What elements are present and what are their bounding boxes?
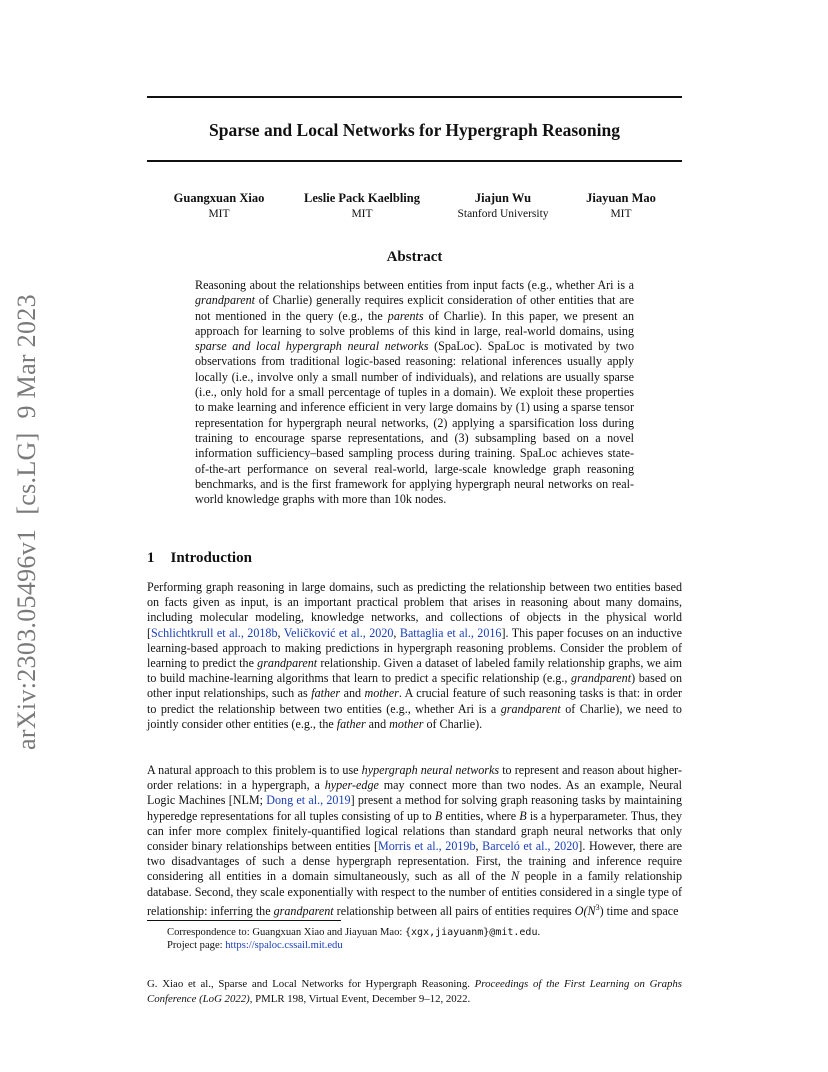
text-run: ]. However, there are two disadvantages of such a dense hypergraph representation. First, the training and inference require considering all entities in a domain simultaneously, such as all of the <box>147 839 682 884</box>
citation-link[interactable]: Veličković et al., 2020 <box>283 625 394 640</box>
text-run: and <box>340 686 365 701</box>
text-run: , <box>393 625 400 640</box>
text-run: ) based on other input relationships, such as <box>147 671 682 701</box>
author-name: Leslie Pack Kaelbling <box>304 191 420 205</box>
text-run: entities, where <box>442 808 520 823</box>
abstract-run: of Charlie) generally requires explicit consideration of other entities that are not mentioned in the query (e.g., the <box>195 293 634 323</box>
emphasis: Proceedings of the First Learning on Graphs Conference (LoG 2022) <box>147 978 682 1005</box>
abstract-emphasis: sparse and local hypergraph neural networks <box>195 339 429 354</box>
text-run: time and space <box>603 903 679 918</box>
arxiv-date: 9 Mar 2023 <box>12 294 41 419</box>
footnote-label: . <box>537 927 541 938</box>
abstract-emphasis: parents <box>387 308 424 323</box>
text-run: and <box>365 716 390 731</box>
math-symbol: B <box>519 808 527 823</box>
citation-link[interactable]: Barceló et al., 2020 <box>482 839 579 854</box>
intro-paragraph-2 <box>147 763 682 919</box>
author-name: Jiayuan Mao <box>586 191 656 205</box>
title-top-rule <box>147 96 682 98</box>
text-run: , <box>475 839 483 854</box>
author-block <box>448 190 558 222</box>
math-expression: O(N <box>574 903 596 918</box>
venue-line <box>147 977 682 1006</box>
text-run: , PMLR 198, Virtual Event, December 9–12, 2022. <box>249 992 471 1005</box>
author-block <box>572 190 670 222</box>
math-expression: ) <box>599 903 604 918</box>
emphasis: grandparent <box>571 671 632 686</box>
abstract-emphasis: grandparent <box>195 293 256 308</box>
footnote-label: Project page: <box>167 940 226 951</box>
footnote-rule <box>147 920 341 921</box>
section-heading <box>147 550 252 567</box>
arxiv-id: arXiv:2303.05496v1 <box>12 528 41 750</box>
citation-link[interactable]: Schlichtkrull et al., 2018b <box>151 625 278 640</box>
author-affiliation: MIT <box>610 208 632 220</box>
author-block <box>290 190 434 222</box>
text-run: A natural approach to this problem is to use <box>147 763 362 777</box>
text-run: ]. This paper focuses on an inductive learning-based approach to making predictions in hypergraph reasoning problems. Consider the problem of learning to predict the <box>147 625 682 671</box>
text-run: Performing graph reasoning in large domains, such as predicting the relationship between two entities based on facts given as input, is an important practical problem that arises in reasoning about many domains, including molecular modeling, knowledge networks, and collections of objects in the physical world [ <box>147 580 682 640</box>
math-superscript: 3 <box>595 902 600 912</box>
author-block <box>160 190 278 222</box>
text-run: relationship. Given a dataset of labeled family relationship graphs, we aim to build machine-learning algorithms that learn to predict a specific relationship (e.g., <box>147 656 682 686</box>
text-run: to represent and reason about higher-order relations: in a hypergraph, a <box>147 763 682 793</box>
emphasis: mother <box>364 686 399 701</box>
arxiv-category: [cs.LG] <box>12 432 41 515</box>
text-run: relationship between all pairs of entities requires <box>333 903 575 918</box>
section-number: 1 <box>147 550 155 566</box>
text-run: is a hyperparameter. Thus, they can infer more complex finitely-quantified logical relations than standard graph neural networks that only consider binary relationships between entities [ <box>147 808 682 854</box>
intro-paragraph-1 <box>147 580 682 732</box>
abstract-heading: Abstract <box>386 249 443 265</box>
emphasis: mother <box>389 716 424 731</box>
abstract-text <box>195 278 634 507</box>
text-run: G. Xiao et al., Sparse and Local Networks for Hypergraph Reasoning. <box>147 978 475 990</box>
emphasis: grandparent <box>257 656 318 671</box>
emphasis: father <box>336 716 366 731</box>
author-name: Jiajun Wu <box>474 191 532 205</box>
text-run: may connect more than two nodes. As an example, Neural Logic Machines [NLM; <box>147 778 682 808</box>
text-run: ] present a method for solving graph reasoning tasks by maintaining hyperedge representations for all tuples consisting of up to <box>147 793 683 823</box>
footnote-correspondence <box>167 926 682 940</box>
text-run: of Charlie). <box>423 716 483 731</box>
email-address: {xgx,jiayuanm}@mit.edu <box>405 927 538 938</box>
text-run: . A crucial feature of such reasoning tasks is that: in order to predict the relationship between two entities (e.g., whether Ari is a <box>147 686 682 716</box>
text-run: of Charlie), we need to jointly consider other entities (e.g., the <box>147 701 682 731</box>
abstract-run: Reasoning about the relationships between entities from input facts (e.g., whether Ari is a <box>195 278 634 292</box>
author-affiliation: MIT <box>208 208 230 220</box>
text-run: , <box>277 625 284 640</box>
footnote-label: Correspondence to: Guangxuan Xiao and Jiayuan Mao: <box>167 927 406 938</box>
math-symbol: N <box>511 869 520 884</box>
citation-link[interactable]: Morris et al., 2019b <box>378 839 476 854</box>
author-affiliation: Stanford University <box>457 208 549 220</box>
emphasis: grandparent <box>500 701 561 716</box>
emphasis: grandparent <box>273 903 334 918</box>
author-affiliation: MIT <box>351 208 373 220</box>
text-run: people in a family relationship database. Second, they scale exponentially with respect to the number of entities considered in a single type of relationship: inferring the <box>147 869 682 918</box>
arxiv-side-stamp <box>12 190 52 750</box>
footnote-project-page <box>167 939 682 953</box>
project-page-link[interactable]: https://spaloc.cssail.mit.edu <box>225 940 343 951</box>
emphasis: father <box>311 686 341 701</box>
citation-link[interactable]: Battaglia et al., 2016 <box>399 625 502 640</box>
abstract-run: of Charlie). In this paper, we present an approach for learning to solve problems of this kind in large, real-world domains, using <box>195 308 634 338</box>
abstract-run: (SpaLoc). SpaLoc is motivated by two observations from traditional logic-based reasoning: relational inferences usually apply locally (i.e., involve only a small number of individuals), and relations are usually sparse (i.e., only hold for a small percentage of tuples in a domain). We exploit these properties to make learning and inference efficient in very large domains by (1) using a sparse tensor representation for hypergraph neural networks, (2) applying a sparsification loss during training to encourage sparse representations, and (3) subsampling based on a novel information sufficiency–based sampling process during training. SpaLoc achieves state-of-the-art performance on several real-world, large-scale knowledge graph reasoning benchmarks, and is the first framework for applying hypergraph neural networks on real-world knowledge graphs with more than 10k nodes. <box>195 339 634 507</box>
paper-title: Sparse and Local Networks for Hypergraph Reasoning <box>209 120 620 140</box>
author-name: Guangxuan Xiao <box>173 191 265 205</box>
section-title: Introduction <box>170 550 252 566</box>
emphasis: hypergraph neural networks <box>361 763 500 777</box>
math-symbol: B <box>434 808 443 823</box>
citation-link[interactable]: Dong et al., 2019 <box>266 793 351 808</box>
emphasis: hyper-edge <box>324 778 379 793</box>
title-bottom-rule <box>147 160 682 162</box>
